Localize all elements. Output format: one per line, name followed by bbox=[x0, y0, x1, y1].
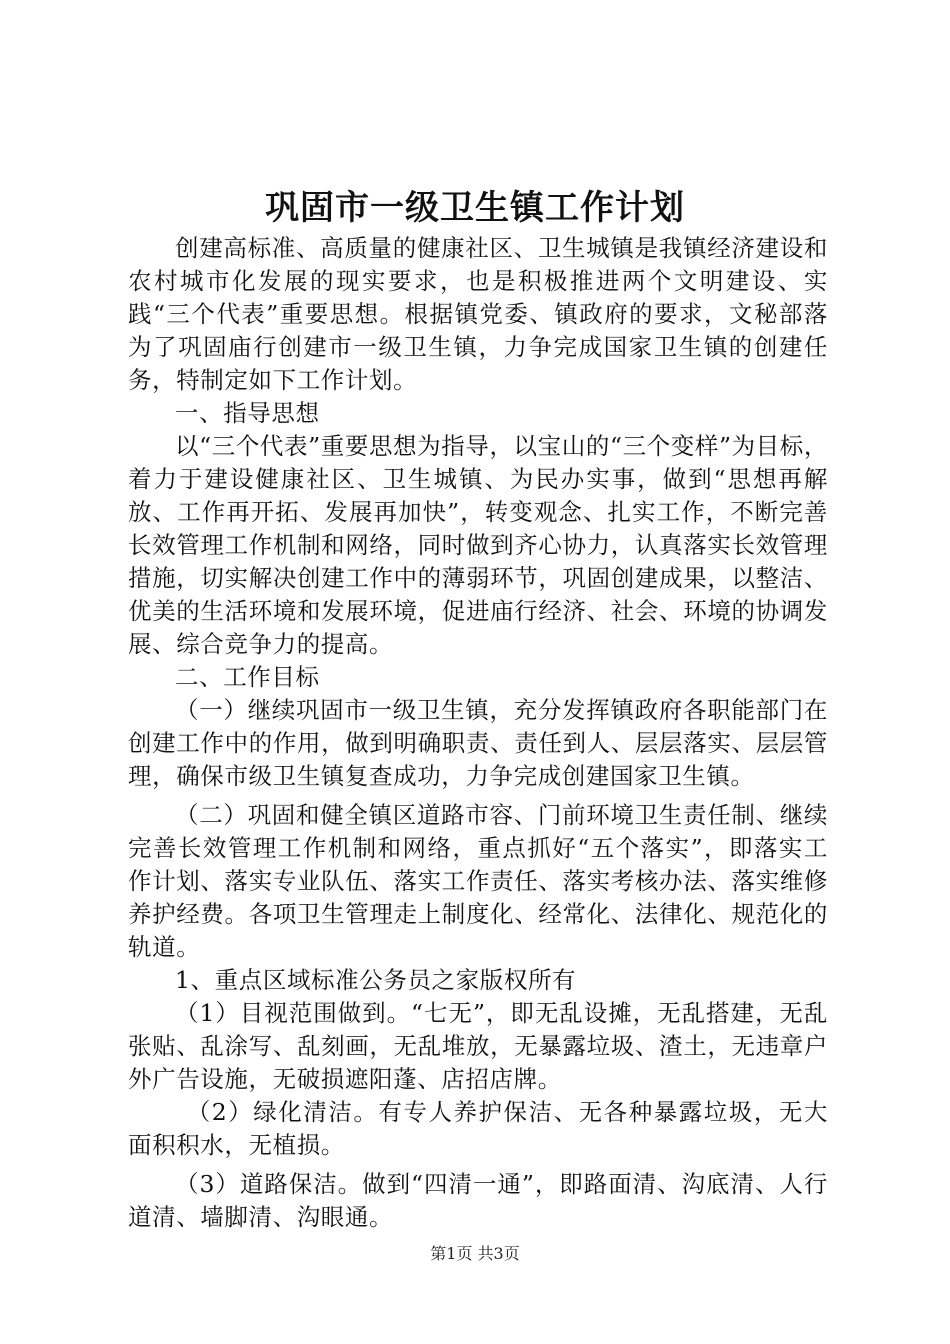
goal-two-paragraph: （二）巩固和健全镇区道路市容、门前环境卫生责任制、继续完善长效管理工作机制和网络，重点抓好“五个落实”，即落实工作计划、落实专业队伍、落实工作责任、落实考核办法、落实维修养护经费。各项卫生管理走上制度化、经常化、法律化、规范化的轨道。 bbox=[128, 801, 828, 961]
goal-one-paragraph: （一）继续巩固市一级卫生镇，充分发挥镇政府各职能部门在创建工作中的作用，做到明确职责、责任到人、层层落实、层层管理，确保市级卫生镇复查成功，力争完成创建国家卫生镇。 bbox=[128, 696, 828, 790]
item-greening-cleaning: （2）绿化清洁。有专人养护保洁、无各种暴露垃圾，无大面积积水，无植损。 bbox=[128, 1098, 828, 1159]
document-body bbox=[128, 232, 828, 1234]
subheading-key-areas: 1、重点区域标准公务员之家版权所有 bbox=[175, 966, 577, 994]
section-heading-work-goals: 二、工作目标 bbox=[175, 663, 320, 691]
guiding-ideology-paragraph: 以“三个代表”重要思想为指导，以宝山的“三个变样”为目标，着力于建设健康社区、卫生城镇、为民办实事，做到“思想再解放、工作再开拓、发展再加快”，转变观念、扎实工作，不断完善长效管理工作机制和网络，同时做到齐心协力，认真落实长效管理措施，切实解决创建工作中的薄弱环节，巩固创建成果，以整洁、优美的生活环境和发展环境，促进庙行经济、社会、环境的协调发展、综合竞争力的提高。 bbox=[128, 432, 828, 658]
page-footer: 第1页 共3页 bbox=[430, 1244, 520, 1263]
item-road-cleaning: （3）道路保洁。做到“四清一通”，即路面清、沟底清、人行道清、墙脚清、沟眼通。 bbox=[128, 1170, 828, 1231]
document-title: 巩固市一级卫生镇工作计划 bbox=[265, 188, 685, 228]
intro-paragraph: 创建高标准、高质量的健康社区、卫生城镇是我镇经济建设和农村城市化发展的现实要求，也是积极推进两个文明建设、实践“三个代表”重要思想。根据镇党委、镇政府的要求，文秘部落为了巩固庙行创建市一级卫生镇，力争完成国家卫生镇的创建任务，特制定如下工作计划。 bbox=[128, 234, 828, 394]
section-heading-guiding-ideology: 一、指导思想 bbox=[175, 399, 320, 427]
item-visual-range: （1）目视范围做到。“七无”，即无乱设摊，无乱搭建，无乱张贴、乱涂写、乱刻画，无乱堆放，无暴露垃圾、渣土，无违章户外广告设施，无破损遮阳蓬、店招店牌。 bbox=[128, 999, 828, 1093]
